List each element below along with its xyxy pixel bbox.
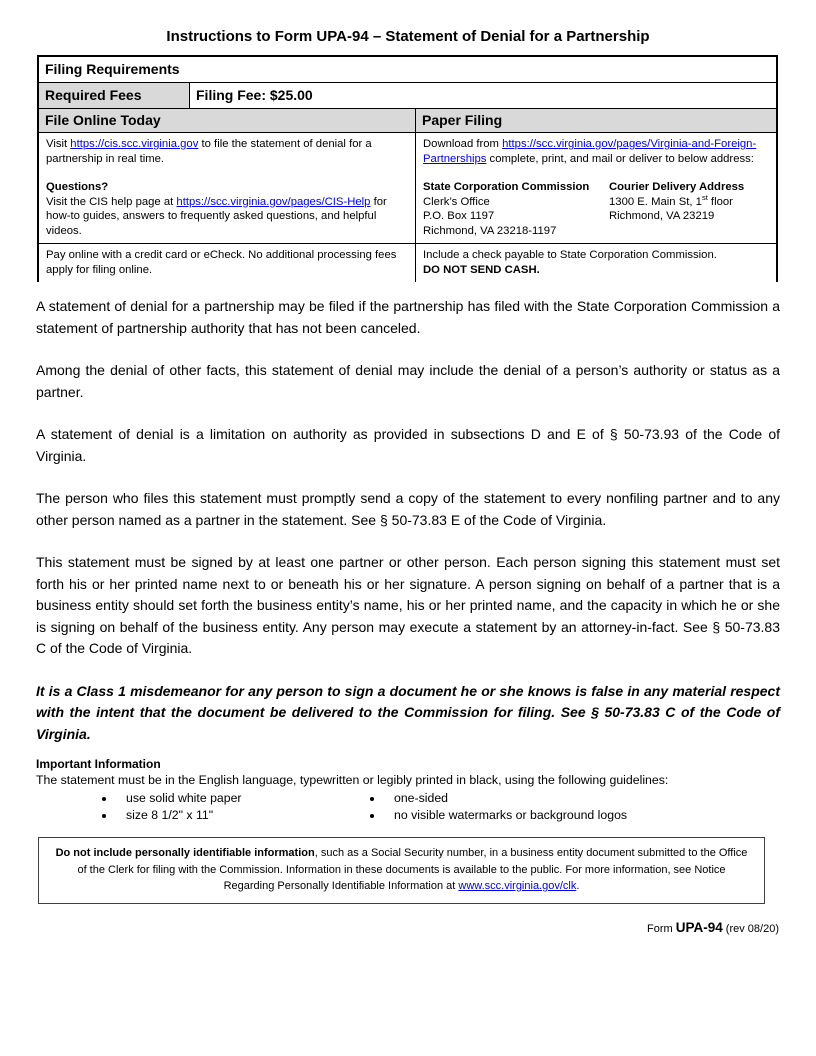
- courier-address-line: Richmond, VA 23219: [609, 210, 715, 222]
- filing-fee-value: Filing Fee: $25.00: [196, 87, 313, 103]
- courier-address-line: [609, 192, 769, 210]
- body-paragraph: This statement must be signed by at least one partner or other person. Each person signing this statement must set forth his or her printed name next to or beneath his or her signature. A person signing on behalf of a partner that is a business entity should set forth the business entity’s name, his or her printed name, and the capacity in which he or she is signing on behalf of the business entity. Any person may execute a statement by an attorney-in-fact. See § 50-73.83 C of the Code of Virginia.: [36, 554, 780, 656]
- bullet-item: • one-sided: [384, 790, 627, 807]
- body-paragraph: Among the denial of other facts, this statement of denial may include the denial of a person’s authority or status as a partner.: [36, 362, 780, 400]
- addresses: [423, 180, 769, 238]
- body-paragraph: A statement of denial for a partnership may be filed if the partnership has filed with the State Corporation Commission a statement of partnership authority that has not been canceled.: [36, 298, 780, 336]
- form-label: Form: [647, 923, 676, 935]
- partnership-forms-link[interactable]: https://scc.virginia.gov/pages/Virginia-and-Foreign-Partnerships: [423, 138, 757, 165]
- important-information-heading: Important Information: [36, 757, 161, 771]
- body-paragraph: The person who files this statement must promptly send a copy of the statement to every nonfiling partner and to any other person named as a partner in the statement. See § 50-73.83 E of the Code of Virginia.: [36, 490, 780, 528]
- cis-help-text: [46, 195, 408, 239]
- filing-requirements-table: [37, 55, 778, 282]
- text-fragment: Download from: [423, 138, 503, 150]
- text-fragment: .: [576, 880, 580, 892]
- required-fees-label: Required Fees: [39, 83, 190, 108]
- clk-link[interactable]: www.scc.virginia.gov/clk: [458, 880, 577, 892]
- pii-notice-box: [38, 837, 765, 904]
- pay-online-note: Pay online with a credit card or eCheck. No additional processing fees apply for filing online.: [39, 244, 416, 282]
- no-cash-warning: DO NOT SEND CASH.: [423, 263, 540, 276]
- check-payable-note: [416, 244, 776, 282]
- table-row: [39, 83, 776, 109]
- file-online-header: File Online Today: [39, 109, 416, 132]
- cis-help-link[interactable]: https://scc.virginia.gov/pages/CIS-Help: [176, 195, 371, 208]
- bullet-item: • use solid white paper: [116, 790, 341, 807]
- filing-requirements-header: Filing Requirements: [45, 61, 180, 77]
- misdemeanor-warning: It is a Class 1 misdemeanor for any person to sign a document he or she knows is false in any material respect with the intent that the document be delivered to the Commission for filing. See § 50-73.83 C of the Code of Virginia.: [36, 682, 780, 742]
- table-row: [39, 244, 776, 282]
- questions-block: [46, 180, 408, 238]
- mailing-address: [423, 180, 609, 238]
- mailing-address-line: Clerk’s Office: [423, 195, 490, 208]
- text-fragment: 1300 E. Main St, 1: [609, 195, 702, 208]
- text-fragment: for how-to guides, answers to frequently asked questions, and helpful videos.: [46, 195, 387, 237]
- table-row: [39, 109, 776, 133]
- form-revision: (rev 08/20): [722, 923, 779, 935]
- bullet-item: • size 8 1/2" x 11": [116, 807, 341, 824]
- page-title: Instructions to Form UPA-94 – Statement of Denial for a Partnership: [166, 28, 650, 45]
- cis-link[interactable]: https://cis.scc.virginia.gov: [70, 138, 199, 150]
- mailing-address-line: Richmond, VA 23218-1197: [423, 224, 557, 237]
- form-footer: [647, 920, 779, 935]
- mailing-address-line: P.O. Box 1197: [423, 210, 495, 222]
- table-row: [39, 57, 776, 83]
- questions-heading: Questions?: [46, 181, 109, 193]
- bullet-item: • no visible watermarks or background logos: [384, 807, 627, 824]
- pii-bold-lead: Do not include personally identifiable information: [55, 847, 315, 859]
- mailing-address-name: State Corporation Commission: [423, 181, 590, 193]
- body-paragraph: A statement of denial is a limitation on authority as provided in subsections D and E of § 50-73.93 of the Code of Virginia.: [36, 426, 780, 464]
- instructions-body: [36, 296, 780, 745]
- guidelines-bullets: [36, 788, 780, 824]
- table-row: [39, 133, 776, 244]
- ordinal-superscript: st: [701, 192, 708, 202]
- download-text: [423, 137, 769, 166]
- text-fragment: floor: [707, 195, 733, 208]
- form-number: UPA-94: [675, 920, 723, 935]
- text-fragment: complete, print, and mail or deliver to below address:: [486, 152, 754, 165]
- paper-filing-info: [416, 133, 776, 243]
- bullet-column-2: [341, 790, 627, 824]
- text-fragment: to file the statement of denial for a partnership in real time.: [46, 138, 372, 165]
- courier-address-name: Courier Delivery Address: [609, 181, 745, 193]
- courier-address: [609, 180, 769, 238]
- paper-filing-header: Paper Filing: [416, 109, 776, 132]
- text-fragment: Visit: [46, 138, 71, 150]
- online-filing-info: [39, 133, 416, 243]
- text-fragment: Visit the CIS help page at: [46, 195, 177, 208]
- bullet-column-1: [36, 790, 341, 824]
- text-fragment: Include a check payable to State Corporation Commission.: [423, 249, 717, 261]
- important-information-section: [36, 757, 780, 824]
- online-visit-text: [46, 137, 408, 166]
- important-information-intro: The statement must be in the English language, typewritten or legibly printed in black, using the following guidelines:: [36, 773, 669, 787]
- text-fragment: , such as a Social Security number, in a business entity document submitted to the Office of the Clerk for filing with the Commission. Information in these documents is available to the public. For more information, see Notice Regarding Personally Identifiable Information at: [77, 847, 748, 892]
